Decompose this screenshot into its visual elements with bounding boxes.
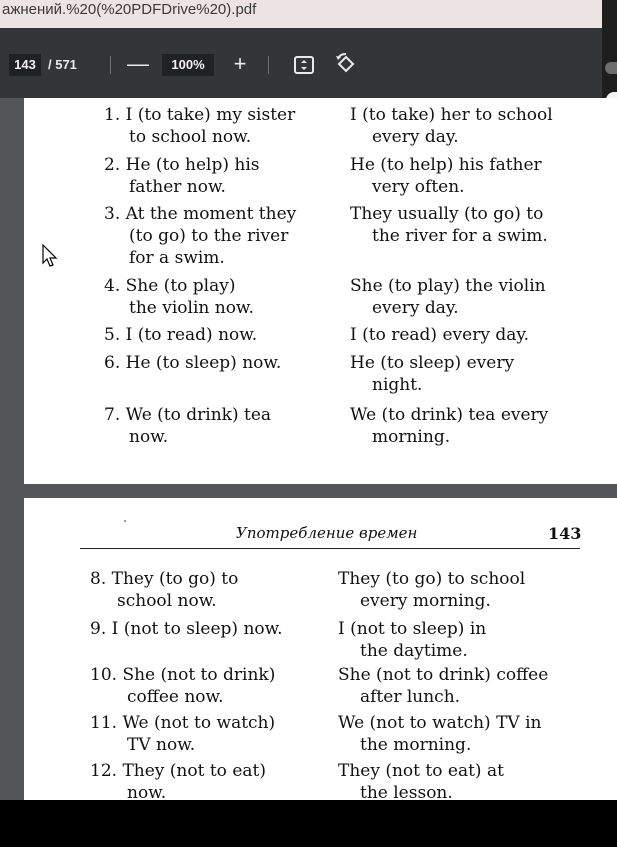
- exercise-right-column: [338, 664, 548, 708]
- exercise-line: 3. At the moment they: [104, 204, 297, 224]
- zoom-in-button[interactable]: +: [233, 51, 247, 76]
- page-number-input[interactable]: 143: [9, 54, 41, 76]
- header-rule: [80, 548, 580, 549]
- exercise-right-column: [350, 324, 529, 346]
- exercise-line: very often.: [372, 177, 465, 197]
- document-title: ажнений.%20(%20PDFDrive%20).pdf: [2, 1, 257, 18]
- exercise-right-column: [350, 154, 542, 198]
- exercise-line: every day.: [372, 298, 459, 318]
- exercise-left-column: [104, 275, 254, 319]
- exercise-line: for a swim.: [129, 248, 225, 268]
- zoom-out-button[interactable]: —: [127, 51, 149, 76]
- side-handle: [605, 62, 617, 74]
- exercise-line: morning.: [372, 427, 451, 447]
- exercise-line: 2. He (to help) his: [104, 155, 260, 175]
- exercise-line: school now.: [117, 591, 217, 611]
- exercise-line: the morning.: [360, 735, 472, 755]
- exercise-left-column: [104, 203, 296, 269]
- rotate-icon: [333, 52, 359, 78]
- toolbar-divider: [268, 56, 269, 74]
- page-number: 143: [548, 524, 582, 543]
- exercise-left-column: [90, 664, 275, 708]
- exercise-line: (to go) to the river: [129, 226, 289, 246]
- exercise-line: He (to sleep) every: [350, 353, 515, 373]
- exercise-line: He (to help) his father: [350, 155, 542, 175]
- exercise-left-column: [104, 404, 271, 448]
- exercise-right-column: [338, 760, 504, 800]
- exercise-line: She (not to drink) coffee: [338, 665, 549, 685]
- exercise-right-column: [350, 203, 548, 247]
- exercise-right-column: [338, 568, 525, 612]
- exercise-line: after lunch.: [360, 687, 461, 707]
- exercise-line: 5. I (to read) now.: [104, 325, 258, 345]
- exercise-left-column: [90, 712, 275, 756]
- page-speck: [124, 520, 126, 522]
- exercise-line: She (to play) the violin: [350, 276, 546, 296]
- exercise-line: We (not to watch) TV in: [338, 713, 542, 733]
- exercise-right-column: [350, 104, 553, 148]
- exercise-line: every morning.: [360, 591, 491, 611]
- exercise-line: They (to go) to school: [338, 569, 526, 589]
- exercise-line: father now.: [129, 177, 226, 197]
- exercise-line: I (to take) her to school: [350, 105, 553, 125]
- exercise-line: 7. We (to drink) tea: [104, 405, 272, 425]
- pdf-page: [24, 98, 617, 484]
- cursor-arrow-icon: [42, 244, 58, 268]
- exercise-line: They usually (to go) to: [350, 204, 544, 224]
- exercise-left-column: [104, 104, 295, 148]
- exercise-left-column: [90, 760, 266, 800]
- exercise-left-column: [90, 568, 238, 612]
- exercise-line: 9. I (not to sleep) now.: [90, 619, 283, 639]
- exercise-line: 12. They (not to eat): [90, 761, 266, 781]
- toolbar-divider: [110, 56, 111, 74]
- exercise-left-column: [104, 352, 281, 374]
- screen-bottom-bar: [0, 800, 617, 847]
- rotate-button[interactable]: [333, 52, 359, 78]
- exercise-line: coffee now.: [127, 687, 224, 707]
- exercise-right-column: [350, 352, 514, 396]
- exercise-right-column: [350, 404, 548, 448]
- exercise-line: night.: [372, 375, 423, 395]
- exercise-line: the violin now.: [129, 298, 254, 318]
- exercise-line: now.: [129, 427, 169, 447]
- exercise-line: now.: [127, 783, 167, 800]
- exercise-line: 6. He (to sleep) now.: [104, 353, 282, 373]
- page-count: / 571: [48, 57, 77, 72]
- fit-to-page-icon: [292, 53, 316, 77]
- exercise-line: 4. She (to play): [104, 276, 236, 296]
- exercise-left-column: [104, 324, 257, 346]
- exercise-right-column: [350, 275, 546, 319]
- exercise-line: I (not to sleep) in: [338, 619, 487, 639]
- pdf-toolbar: [0, 28, 602, 98]
- browser-tab-bar: [0, 0, 602, 28]
- zoom-level-input[interactable]: 100%: [162, 54, 214, 76]
- exercise-line: to school now.: [129, 127, 252, 147]
- fit-to-page-button[interactable]: [292, 53, 316, 77]
- exercise-line: 8. They (to go) to: [90, 569, 239, 589]
- exercise-line: I (to read) every day.: [350, 325, 530, 345]
- exercise-right-column: [338, 618, 486, 662]
- exercise-line: 1. I (to take) my sister: [104, 105, 296, 125]
- exercise-line: 10. She (not to drink): [90, 665, 276, 685]
- exercise-line: TV now.: [127, 735, 196, 755]
- exercise-left-column: [90, 618, 283, 640]
- exercise-left-column: [104, 154, 260, 198]
- exercise-line: 11. We (not to watch): [90, 713, 276, 733]
- exercise-line: We (to drink) tea every: [350, 405, 549, 425]
- exercise-line: the daytime.: [360, 641, 468, 661]
- exercise-line: They (not to eat) at: [338, 761, 504, 781]
- mouse-cursor: [42, 244, 58, 268]
- exercise-line: the river for a swim.: [372, 226, 548, 246]
- exercise-line: every day.: [372, 127, 459, 147]
- pdf-page: [24, 498, 617, 800]
- running-head: Употребление времен: [236, 524, 418, 542]
- exercise-right-column: [338, 712, 542, 756]
- exercise-line: the lesson.: [360, 783, 453, 800]
